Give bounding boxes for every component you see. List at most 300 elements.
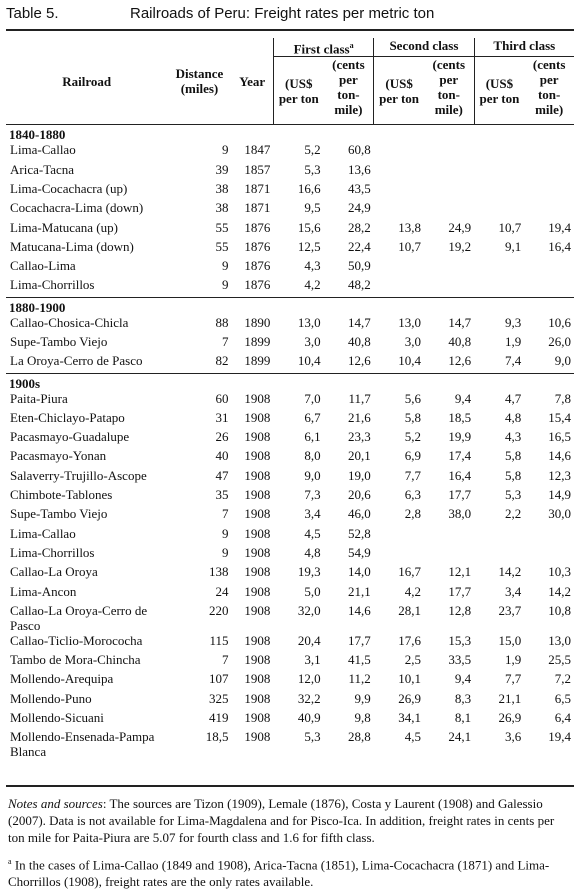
railroad-cell: Mollendo-Arequipa [10,671,114,687]
year-cell: 1876 [244,277,271,293]
first-cents-cell: 40,8 [348,334,371,349]
second-usd-cell: 26,9 [398,690,421,706]
table-row [6,448,574,467]
footnote-mark: a [8,857,12,866]
third-cents-cell: 14,2 [548,583,571,599]
distance-cell: 60 [215,390,229,406]
second-cents-cell: 18,5 [448,409,472,425]
second-usd-cell: 6,3 [404,487,421,503]
col-third-class: Third class [474,38,574,57]
year-cell: 1890 [244,314,271,330]
third-usd-cell: 4,7 [505,390,522,406]
table-title: Railroads of Peru: Freight rates per metric ton [130,5,435,22]
col-second-class: Second class [374,38,474,57]
second-usd-cell: 16,7 [398,564,421,580]
second-cents-cell [424,142,474,161]
distance-cell: 18,5 [205,729,229,745]
second-usd-cell: 7,7 [404,467,421,483]
table-row [6,315,574,334]
second-cents-cell: 38,0 [448,506,472,522]
second-cents-cell: 40,8 [448,334,472,349]
first-usd-cell: 16,6 [297,180,321,196]
second-usd-cell [374,162,424,181]
third-usd-cell: 5,8 [505,448,522,464]
year-cell: 1908 [244,710,271,726]
section-label: 1900s [6,373,574,391]
third-usd-cell: 23,7 [498,602,522,618]
third-cents-cell [524,277,574,297]
second-usd-cell [374,258,424,277]
second-usd-cell [374,181,424,200]
first-cents-cell: 9,9 [354,690,371,706]
section-label: 1880-1900 [6,297,574,315]
railroad-cell: Paita-Piura [10,390,68,406]
third-cents-cell: 25,5 [548,652,571,668]
distance-cell: 9 [222,277,229,293]
distance-cell: 9 [222,142,229,158]
third-cents-cell: 10,8 [548,602,571,618]
distance-cell: 9 [222,544,229,560]
second-cents-cell [424,162,474,181]
railroad-cell: Arica-Tacna [10,161,75,177]
third-usd-cell: 26,9 [498,710,522,726]
second-usd-cell [374,200,424,219]
table-row [6,671,574,690]
bottom-rule [6,785,574,787]
table-row [6,200,574,219]
third-usd-cell [474,162,524,181]
year-cell: 1908 [244,390,271,406]
third-cents-cell: 7,2 [554,671,571,687]
second-cents-cell: 19,9 [448,429,472,445]
notes-text: : The sources are Tizon (1909), Lemale (1876), Costa y Laurent (1908) and Galessio (2007). Data is not available for Lima-Magdalena and for Pisco-Ica. In addition, freight rates in cents per ton mile for Paita-Piura are 5.07 for fourth class and 1.6 for fifth class. [8,796,555,845]
second-cents-cell: 9,4 [454,390,472,406]
table-row [6,277,574,297]
distance-cell: 9 [222,525,229,541]
railroad-cell: Callao-Ticlio-Morococha [10,632,143,648]
table-row [6,258,574,277]
second-cents-cell: 14,7 [448,314,472,330]
third-cents-cell [524,258,574,277]
third-usd-cell [474,526,524,545]
year-cell: 1908 [244,467,271,483]
year-cell: 1857 [244,161,271,177]
third-usd-cell: 15,0 [498,632,522,648]
first-cents-cell: 21,1 [348,583,371,599]
year-cell: 1908 [244,632,271,648]
third-usd-header: (US$ per ton [474,57,524,125]
third-usd-cell: 3,6 [505,729,522,745]
year-cell: 1908 [244,583,271,599]
third-usd-cell: 2,2 [505,506,522,522]
second-cents-cell: 12,6 [448,353,472,369]
second-cents-cell [424,277,474,297]
table-row [6,334,574,353]
third-cents-cell: 16,5 [548,429,571,445]
first-cents-cell: 23,3 [348,429,371,445]
second-cents-cell: 15,3 [448,632,472,648]
second-usd-cell: 4,5 [404,729,421,745]
first-usd-cell: 20,4 [297,632,321,648]
second-usd-cell: 5,8 [404,409,421,425]
second-usd-cell: 4,2 [404,583,421,599]
first-cents-cell: 13,6 [348,161,371,177]
year-cell: 1908 [244,602,271,618]
third-usd-cell [474,545,524,564]
table-row [6,603,574,633]
second-cents-cell [424,545,474,564]
table-row [6,506,574,525]
distance-cell: 24 [215,583,229,599]
third-cents-cell: 19,4 [548,729,571,745]
third-cents-cell: 10,3 [548,564,571,580]
year-cell: 1908 [244,564,271,580]
second-cents-cell: 17,4 [448,448,472,464]
table-row [6,564,574,583]
col-first-class [273,38,373,57]
second-cents-cell [424,181,474,200]
third-usd-cell: 10,7 [498,219,522,235]
third-cents-cell: 12,3 [548,467,571,483]
freight-rates-table [6,38,574,759]
first-usd-cell: 4,5 [304,525,321,541]
section-header-row [6,373,574,391]
first-cents-cell: 28,8 [348,729,371,745]
railroad-cell: Pacasmayo-Guadalupe [10,429,130,445]
third-usd-cell: 9,3 [505,314,522,330]
railroad-cell: Mollendo-Ensenada-Pampa Blanca [10,729,155,760]
third-cents-cell [524,181,574,200]
distance-cell: 9 [222,258,229,274]
third-cents-cell [524,545,574,564]
first-usd-header: (US$ per ton [273,57,323,125]
third-usd-cell [474,277,524,297]
second-usd-header: (US$ per ton [374,57,424,125]
year-cell: 1908 [244,487,271,503]
first-cents-cell: 20,6 [348,487,371,503]
first-cents-cell: 52,8 [348,525,371,541]
railroad-cell: Pacasmayo-Yonan [10,448,107,464]
second-cents-cell [424,526,474,545]
third-usd-cell: 1,9 [505,334,522,349]
notes-and-sources [8,795,574,846]
distance-cell: 325 [209,690,229,706]
first-usd-cell: 40,9 [297,710,321,726]
second-usd-cell: 10,7 [398,238,421,254]
first-class-footnote-mark: a [349,41,354,50]
railroad-cell: La Oroya-Cerro de Pasco [10,353,143,369]
railroad-cell: Matucana-Lima (down) [10,238,134,254]
second-usd-cell [374,142,424,161]
third-usd-cell: 1,9 [505,652,522,668]
table-row [6,142,574,161]
col-railroad: Railroad [62,73,112,89]
first-class-label: First class [293,41,350,57]
first-cents-cell: 41,5 [348,652,371,668]
year-cell: 1908 [244,448,271,464]
distance-cell: 7 [222,652,229,668]
first-usd-cell: 10,4 [297,353,321,369]
first-usd-cell: 7,3 [304,487,321,503]
railroad-cell: Lima-Callao [10,525,76,541]
second-usd-cell: 5,2 [404,429,421,445]
third-cents-cell: 30,0 [548,506,571,522]
table-row [6,633,574,652]
first-usd-cell: 9,5 [304,200,321,216]
railroad-cell: Supe-Tambo Viejo [10,334,108,349]
second-cents-cell: 19,2 [448,238,472,254]
year-cell: 1876 [244,238,271,254]
distance-cell: 7 [222,334,229,349]
third-cents-header: (cents per ton-mile) [532,57,566,118]
second-usd-cell: 28,1 [398,602,421,618]
third-cents-cell: 9,0 [554,353,571,369]
first-cents-cell: 11,2 [348,671,371,687]
year-cell: 1908 [244,729,271,745]
railroad-cell: Lima-Chorrillos [10,544,95,560]
first-usd-cell: 7,0 [304,390,321,406]
first-usd-cell: 3,4 [304,506,321,522]
third-cents-cell: 13,0 [548,632,571,648]
table-row [6,487,574,506]
distance-cell: 26 [215,429,229,445]
third-usd-cell [474,142,524,161]
railroad-cell: Callao-La Oroya-Cerro de Pasco [10,602,148,633]
third-cents-cell [524,526,574,545]
year-cell: 1899 [244,353,271,369]
first-usd-cell: 19,3 [297,564,321,580]
third-cents-cell: 10,6 [548,314,571,330]
second-usd-cell: 10,4 [398,353,421,369]
distance-cell: 55 [215,219,229,235]
table-row [6,220,574,239]
year-cell: 1908 [244,671,271,687]
table-row [6,729,574,759]
second-cents-cell: 33,5 [448,652,472,668]
railroad-cell: Lima-Ancon [10,583,77,599]
distance-cell: 47 [215,467,229,483]
second-usd-cell [374,545,424,564]
first-cents-cell: 12,6 [348,353,371,369]
table-row [6,710,574,729]
first-cents-cell: 21,6 [348,409,371,425]
first-usd-cell: 5,3 [304,161,321,177]
railroad-cell: Lima-Matucana (up) [10,219,118,235]
first-usd-cell: 32,2 [297,690,321,706]
year-cell: 1847 [244,142,271,158]
distance-cell: 220 [209,602,229,618]
first-cents-header: (cents per ton-mile) [332,57,365,118]
first-cents-cell: 48,2 [348,277,371,293]
second-usd-cell: 10,1 [398,671,421,687]
third-cents-cell: 15,4 [548,409,571,425]
table-row [6,391,574,410]
notes-lead: Notes and sources [8,796,103,811]
first-usd-cell: 12,5 [297,238,321,254]
second-cents-cell: 9,4 [454,671,472,687]
third-usd-cell: 9,1 [505,238,522,254]
first-usd-cell: 5,2 [304,142,321,158]
third-cents-cell: 19,4 [548,219,571,235]
third-usd-cell: 7,7 [505,671,522,687]
second-usd-cell: 13,8 [398,219,421,235]
second-usd-cell: 34,1 [398,710,421,726]
year-cell: 1908 [244,525,271,541]
table-title-bar [0,0,580,28]
second-cents-cell: 8,3 [454,690,472,706]
year-cell: 1908 [244,544,271,560]
first-cents-cell: 19,0 [348,467,371,483]
first-usd-cell: 3,0 [304,334,321,349]
railroad-cell: Salaverry-Trujillo-Ascope [10,467,147,483]
title-rule [6,29,574,31]
first-cents-cell: 54,9 [348,544,371,560]
second-cents-cell: 12,1 [448,564,472,580]
railroad-cell: Supe-Tambo Viejo [10,506,108,522]
second-cents-header: (cents per ton-mile) [432,57,466,118]
year-cell: 1908 [244,409,271,425]
second-cents-cell: 8,1 [454,710,472,726]
distance-cell: 38 [215,200,229,216]
third-usd-cell: 3,4 [505,583,522,599]
section-header-row [6,125,574,143]
table-row [6,584,574,603]
second-cents-cell: 17,7 [448,487,472,503]
first-usd-cell: 6,1 [304,429,321,445]
table-row [6,429,574,448]
table-body [6,125,574,760]
second-cents-cell: 12,8 [448,602,472,618]
year-cell: 1908 [244,690,271,706]
second-usd-cell: 3,0 [404,334,421,349]
railroad-cell: Chimbote-Tablones [10,487,113,503]
third-cents-cell: 6,4 [554,710,571,726]
first-cents-cell: 17,7 [348,632,371,648]
year-cell: 1871 [244,180,271,196]
year-cell: 1876 [244,258,271,274]
third-cents-cell [524,142,574,161]
third-cents-cell: 14,6 [548,448,571,464]
first-cents-cell: 28,2 [348,219,371,235]
year-cell: 1876 [244,219,271,235]
first-cents-cell: 46,0 [348,506,371,522]
first-cents-cell: 14,7 [348,314,371,330]
footnote [8,853,574,890]
first-usd-cell: 32,0 [297,602,321,618]
third-cents-cell: 16,4 [548,238,571,254]
second-usd-cell: 6,9 [404,448,421,464]
table-row [6,545,574,564]
distance-cell: 38 [215,180,229,196]
first-cents-cell: 50,9 [348,258,371,274]
section-header-row [6,297,574,315]
first-cents-cell: 43,5 [348,180,371,196]
year-cell: 1908 [244,652,271,668]
year-cell: 1908 [244,506,271,522]
first-cents-cell: 9,8 [354,710,371,726]
railroad-cell: Callao-La Oroya [10,564,98,580]
first-cents-cell: 20,1 [348,448,371,464]
railroad-cell: Callao-Chosica-Chicla [10,314,129,330]
first-usd-cell: 8,0 [304,448,321,464]
table-row [6,353,574,373]
table-row [6,652,574,671]
railroad-cell: Callao-Lima [10,258,76,274]
third-usd-cell: 14,2 [498,564,522,580]
railroad-cell: Mollendo-Puno [10,690,92,706]
distance-cell: 7 [222,506,229,522]
year-cell: 1908 [244,429,271,445]
table-row [6,468,574,487]
third-cents-cell: 14,9 [548,487,571,503]
railroad-cell: Tambo de Mora-Chincha [10,652,141,668]
third-cents-cell: 26,0 [548,334,571,349]
railroad-cell: Lima-Chorrillos [10,277,95,293]
first-cents-cell: 22,4 [348,238,371,254]
second-usd-cell: 5,6 [404,390,421,406]
first-usd-cell: 5,3 [304,729,321,745]
distance-cell: 35 [215,487,229,503]
distance-cell: 419 [209,710,229,726]
table-row [6,162,574,181]
section-label: 1840-1880 [6,125,574,143]
second-cents-cell [424,258,474,277]
first-usd-cell: 4,3 [304,258,321,274]
third-usd-cell [474,258,524,277]
railroad-cell: Cocachacra-Lima (down) [10,200,144,216]
first-usd-cell: 13,0 [297,314,321,330]
col-distance: Distance (miles) [175,66,224,97]
table-row [6,526,574,545]
first-usd-cell: 3,1 [304,652,321,668]
first-usd-cell: 12,0 [297,671,321,687]
second-cents-cell: 24,9 [448,219,472,235]
second-usd-cell: 2,5 [404,652,421,668]
first-usd-cell: 5,0 [304,583,321,599]
third-usd-cell: 4,3 [505,429,522,445]
second-usd-cell [374,277,424,297]
second-cents-cell: 16,4 [448,467,472,483]
third-usd-cell: 4,8 [505,409,522,425]
second-cents-cell: 17,7 [448,583,472,599]
distance-cell: 40 [215,448,229,464]
distance-cell: 88 [215,314,229,330]
first-usd-cell: 4,2 [304,277,321,293]
second-cents-cell: 24,1 [448,729,472,745]
second-usd-cell [374,526,424,545]
year-cell: 1871 [244,200,271,216]
second-usd-cell: 13,0 [398,314,421,330]
distance-cell: 55 [215,238,229,254]
first-usd-cell: 9,0 [304,467,321,483]
table-row [6,239,574,258]
distance-cell: 31 [215,409,229,425]
third-usd-cell: 5,3 [505,487,522,503]
distance-cell: 115 [209,632,229,648]
third-usd-cell: 5,8 [505,467,522,483]
table-number: Table 5. [6,5,59,22]
table-row [6,691,574,710]
second-usd-cell: 17,6 [398,632,421,648]
first-usd-cell: 4,8 [304,544,321,560]
distance-cell: 82 [215,353,229,369]
first-usd-cell: 6,7 [304,409,321,425]
footnote-text: In the cases of Lima-Callao (1849 and 1908), Arica-Tacna (1851), Lima-Cocachacra (1871) and Lima-Chorrillos (1908), freight rates are the only rates available. [8,857,550,890]
third-usd-cell [474,181,524,200]
third-usd-cell: 7,4 [505,353,522,369]
second-usd-cell: 2,8 [404,506,421,522]
distance-cell: 39 [215,161,229,177]
